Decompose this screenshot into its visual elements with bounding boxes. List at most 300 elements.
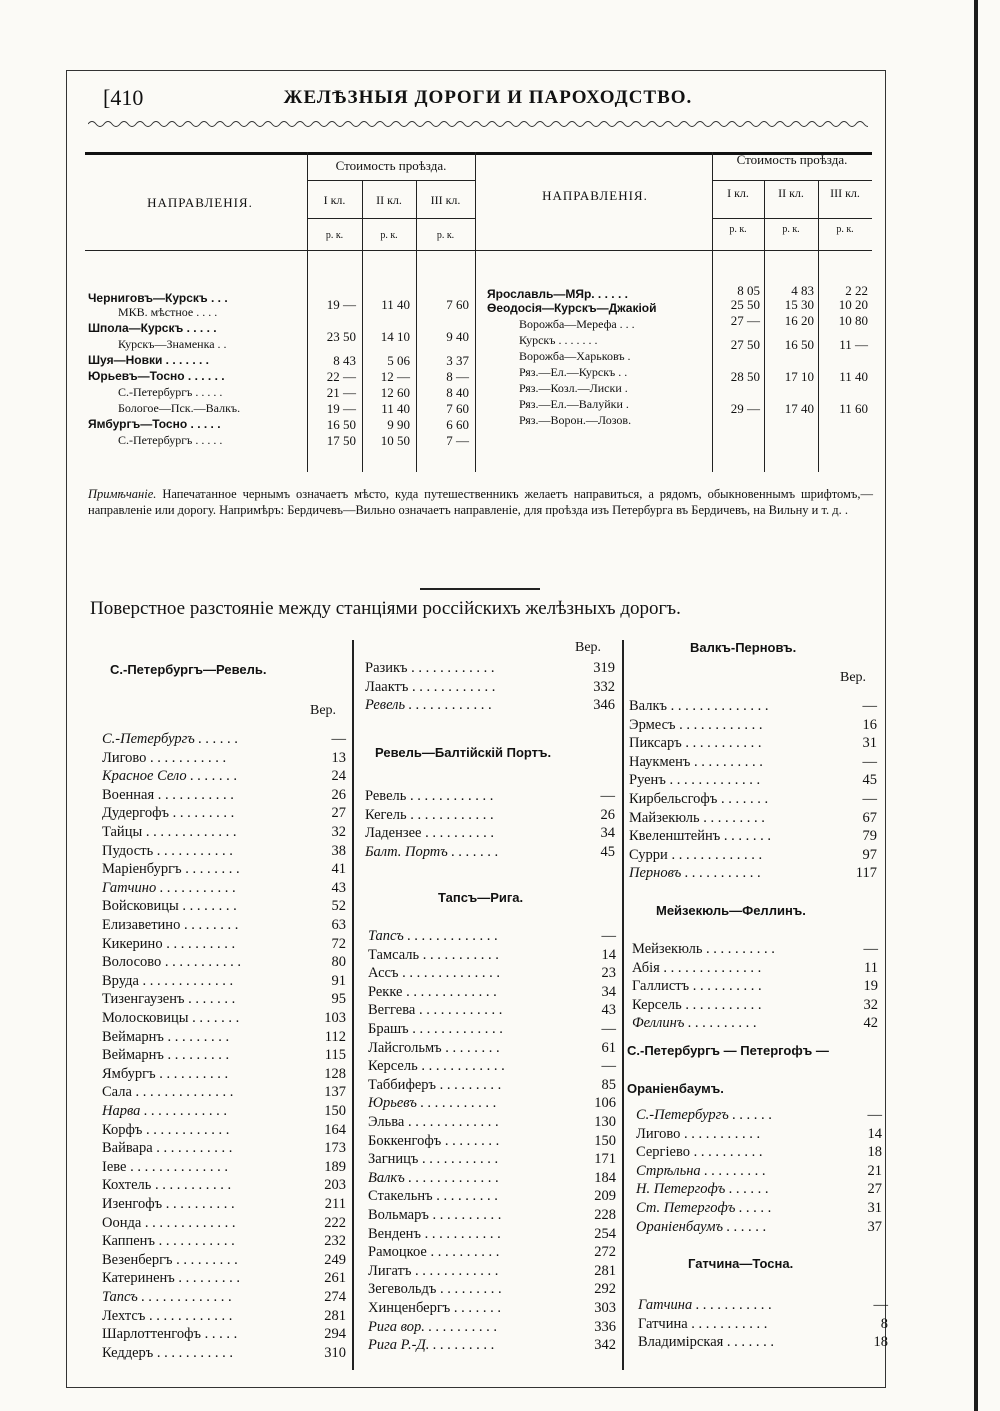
- fare-route-left: Курскъ—Знаменка . .: [118, 337, 227, 351]
- station-row: [636, 1143, 882, 1162]
- station-name: Руенъ . . . . . . . . . . . . .: [629, 772, 761, 789]
- station-row: [629, 790, 877, 809]
- station-verst: 274: [324, 1289, 346, 1305]
- station-row: [632, 1014, 878, 1033]
- station-row: [638, 1315, 888, 1334]
- fare-value: 11 60: [839, 401, 868, 416]
- station-name: Керсель . . . . . . . . . . .: [632, 996, 762, 1013]
- station-verst: 228: [594, 1207, 616, 1223]
- station-name: Сергіево . . . . . . . . . .: [636, 1144, 763, 1161]
- station-row: [368, 1132, 616, 1151]
- station-verst: 63: [331, 917, 346, 933]
- station-verst: 21: [867, 1162, 882, 1179]
- station-name: Кегель . . . . . . . . . . . .: [365, 806, 494, 823]
- station-row: [102, 1102, 346, 1121]
- fare-col-rule: [475, 152, 476, 472]
- fare-value: 17 50: [326, 433, 356, 448]
- station-name: Перновъ . . . . . . . . . . .: [629, 865, 761, 882]
- station-name: Дудергофъ . . . . . . . . .: [102, 805, 235, 822]
- station-verst: 184: [594, 1169, 616, 1186]
- station-verst: 261: [324, 1270, 346, 1287]
- station-row: [365, 843, 615, 862]
- station-row: [632, 977, 878, 996]
- station-row: [368, 1094, 616, 1113]
- fare-value: 27 —: [730, 313, 760, 328]
- station-name: Вольмаръ . . . . . . . . . .: [368, 1207, 502, 1223]
- class-label: I кл.: [727, 186, 749, 200]
- fare-route-left: Бологое—Пск.—Валкъ.: [118, 401, 241, 415]
- fare-value: 23 50: [326, 329, 356, 344]
- station-verst: 281: [324, 1307, 346, 1324]
- fare-value: 21 —: [326, 385, 356, 400]
- station-name: Эрмесъ . . . . . . . . . . . .: [629, 716, 763, 733]
- fare-value: 19 —: [326, 297, 356, 312]
- station-name: Стрѣльна . . . . . . . . .: [636, 1162, 766, 1179]
- station-row: [368, 1206, 616, 1225]
- fare-value: 16 20: [784, 313, 814, 328]
- class-label: III кл.: [430, 193, 461, 207]
- station-row: [102, 860, 346, 879]
- note-text: Напечатанное чернымъ означаетъ мѣсто, куда путешественникъ желаетъ направиться, а рядомъ, обыкновеннымъ шрифтомъ,—направленіе или дорогу. Напримѣръ: Бердичевъ—Вильно означаетъ направленіе, для проѣзда изъ Петербурга въ Бердичевъ, на Вильну и т. д. .: [88, 487, 874, 517]
- class-label: III кл.: [830, 186, 860, 200]
- station-row: [102, 990, 346, 1009]
- section-title: Тапсъ—Рига.: [438, 890, 524, 905]
- station-name: Ямбургъ . . . . . . . . . .: [102, 1065, 229, 1082]
- station-verst: 254: [594, 1225, 616, 1242]
- station-verst: —: [873, 1297, 888, 1313]
- station-verst: 97: [862, 846, 877, 863]
- station-name: Сурри . . . . . . . . . . . . .: [629, 846, 763, 863]
- station-row: [368, 1150, 616, 1169]
- station-verst: 80: [331, 954, 346, 971]
- currency-label: р. к.: [436, 230, 455, 241]
- fare-route-right: Ворожба—Мерефа . . .: [519, 317, 635, 331]
- station-verst: 91: [331, 972, 346, 989]
- station-name: Рекке . . . . . . . . . . . . .: [368, 983, 497, 1000]
- station-name: Таббиферъ . . . . . . . . .: [368, 1076, 502, 1093]
- station-verst: 32: [863, 996, 878, 1013]
- station-row: [368, 964, 616, 983]
- station-row: [102, 972, 346, 991]
- currency-label: р. к.: [380, 230, 398, 241]
- station-row: [102, 842, 346, 861]
- station-name: Тапсъ . . . . . . . . . . . . .: [102, 1289, 233, 1305]
- fare-route-right: Курскъ . . . . . . .: [519, 333, 598, 347]
- station-row: [368, 1113, 616, 1132]
- station-verst: —: [601, 1021, 616, 1037]
- station-name: Іеве . . . . . . . . . . . . . .: [102, 1158, 228, 1175]
- station-name: Нарва . . . . . . . . . . . .: [102, 1103, 228, 1119]
- station-verst: 52: [331, 898, 346, 915]
- fare-value: 15 30: [784, 297, 814, 312]
- station-name: Тапсъ . . . . . . . . . . . . .: [368, 928, 499, 944]
- station-row: [629, 864, 877, 883]
- fare-route-left: Шпола—Курскъ . . . . .: [88, 321, 217, 335]
- fare-value: 25 50: [730, 297, 760, 312]
- station-row: [368, 1336, 616, 1355]
- fare-hrule: [85, 250, 872, 251]
- class-label: II кл.: [778, 186, 804, 200]
- station-row: [368, 1299, 616, 1318]
- station-name: Загницъ . . . . . . . . . . .: [368, 1151, 499, 1168]
- fare-route-left: Ямбургъ—Тосно . . . . .: [88, 417, 221, 431]
- fare-value: 7 —: [446, 433, 469, 448]
- station-name: Войсковицы . . . . . . . .: [102, 898, 237, 915]
- station-verst: 61: [601, 1039, 616, 1056]
- station-name: Валкъ . . . . . . . . . . . . .: [368, 1169, 499, 1186]
- fare-route-right: Ряз.—Козл.—Лиски .: [519, 381, 628, 395]
- station-verst: 23: [601, 965, 616, 982]
- fare-value: 7 60: [446, 297, 469, 312]
- station-verst: 32: [331, 824, 346, 840]
- station-row: [368, 1243, 616, 1262]
- fare-route-right: Ворожба—Харьковъ .: [519, 349, 631, 363]
- page-number: [410: [103, 85, 144, 110]
- station-verst: 281: [594, 1262, 616, 1279]
- fare-route-left: Шуя—Новки . . . . . . .: [88, 353, 210, 367]
- station-verst: 173: [324, 1140, 346, 1157]
- station-name: Ревель . . . . . . . . . . . .: [365, 788, 494, 804]
- station-row: [632, 959, 878, 978]
- station-name: Тайцы . . . . . . . . . . . . .: [102, 824, 237, 840]
- station-name: Веймарнъ . . . . . . . . .: [102, 1028, 230, 1045]
- fare-value: 8 40: [446, 385, 469, 400]
- station-name: Вайвара . . . . . . . . . . .: [102, 1140, 233, 1157]
- section-title: С.-Петербургъ—Ревель.: [110, 662, 267, 677]
- station-verst: 41: [331, 861, 346, 878]
- station-name: Волосово . . . . . . . . . . .: [102, 954, 242, 971]
- station-row: [368, 1280, 616, 1299]
- station-verst: 85: [601, 1076, 616, 1093]
- station-row: [365, 824, 615, 843]
- station-verst: 18: [873, 1334, 888, 1351]
- column-separator: [622, 640, 624, 1370]
- station-name: Рига вор. . . . . . . . . . .: [368, 1318, 498, 1335]
- station-verst: 42: [863, 1015, 878, 1032]
- station-verst: 24: [331, 768, 346, 785]
- station-verst: 14: [867, 1125, 882, 1142]
- station-row: [368, 983, 616, 1002]
- station-verst: —: [601, 1058, 616, 1075]
- station-verst: —: [862, 791, 877, 807]
- station-verst: 79: [862, 828, 877, 845]
- fare-value: 3 37: [446, 353, 469, 368]
- station-row: [629, 827, 877, 846]
- section-separator: [420, 588, 540, 590]
- station-row: [102, 1028, 346, 1047]
- scan-edge: [974, 0, 978, 1411]
- station-name: Лайсгольмъ . . . . . . . .: [368, 1039, 500, 1056]
- fare-value: 16 50: [326, 417, 356, 432]
- station-verst: —: [862, 698, 877, 714]
- station-verst: 130: [594, 1114, 616, 1130]
- station-row: [102, 1307, 346, 1326]
- station-name: Елизаветино . . . . . . . .: [102, 917, 239, 933]
- fare-value: 12 60: [380, 385, 410, 400]
- station-name: Веггева . . . . . . . . . . . .: [368, 1002, 503, 1019]
- station-name: С.-Петербургъ . . . . . .: [102, 731, 239, 747]
- station-row: [368, 1076, 616, 1095]
- station-name: Гатчина . . . . . . . . . . .: [638, 1315, 768, 1332]
- cost-header: Стоимость проѣзда.: [736, 152, 848, 167]
- fare-route-right: Ряз.—Ворон.—Лозов.: [519, 413, 632, 427]
- fare-route-right: Өеодосія—Курскъ—Джакіой: [487, 301, 657, 315]
- station-verst: 72: [331, 935, 346, 952]
- station-verst: 27: [867, 1181, 882, 1198]
- station-row: [632, 996, 878, 1015]
- station-name: Н. Петергофъ . . . . . .: [636, 1181, 769, 1198]
- station-row: [102, 1176, 346, 1195]
- station-verst: 211: [324, 1196, 346, 1212]
- station-verst: 150: [594, 1132, 616, 1149]
- station-verst: —: [331, 731, 346, 747]
- station-row: [102, 916, 346, 935]
- station-verst: 303: [594, 1300, 616, 1316]
- station-verst: 45: [862, 772, 877, 789]
- station-verst: 11: [864, 959, 878, 976]
- station-name: Зегевольдъ . . . . . . . . .: [368, 1281, 502, 1298]
- currency-label: р. к.: [782, 224, 800, 235]
- wavy-rule: [88, 118, 868, 130]
- station-name: Пиксаръ . . . . . . . . . . .: [629, 735, 762, 752]
- running-title: ЖЕЛѢЗНЫЯ ДОРОГИ И ПАРОХОДСТВО.: [283, 87, 693, 108]
- fare-route-right: Ряз.—Ел.—Курскъ . .: [519, 365, 628, 379]
- station-row: [629, 753, 877, 772]
- fare-value: 7 60: [446, 401, 469, 416]
- station-name: Владимірская . . . . . . .: [638, 1334, 775, 1351]
- station-name: Феллинъ . . . . . . . . . .: [632, 1015, 757, 1032]
- section-title: С.-Петербургъ — Петергофъ — Ораніенбаумъ.: [627, 1043, 829, 1096]
- station-row: [102, 1269, 346, 1288]
- station-row: [629, 716, 877, 735]
- station-name: Лигово . . . . . . . . . . .: [636, 1125, 761, 1142]
- station-row: [365, 787, 615, 806]
- station-verst: 106: [594, 1095, 616, 1112]
- station-verst: 34: [600, 825, 615, 842]
- direction-header: НАПРАВЛЕНІЯ.: [147, 195, 253, 210]
- station-verst: 150: [324, 1103, 346, 1119]
- station-verst: 310: [324, 1344, 346, 1361]
- station-row: [368, 1169, 616, 1188]
- station-name: Венденъ . . . . . . . . . . .: [368, 1225, 501, 1242]
- station-verst: 272: [594, 1244, 616, 1261]
- station-name: Рамоцкое . . . . . . . . . .: [368, 1244, 500, 1261]
- station-verst: 336: [594, 1318, 616, 1335]
- fare-value: 17 40: [784, 401, 814, 416]
- fare-hrule: [307, 218, 475, 219]
- station-row: [638, 1296, 888, 1315]
- station-name: Шарлоттенгофъ . . . . .: [102, 1326, 238, 1343]
- station-name: Ладензее . . . . . . . . . .: [365, 825, 494, 842]
- fare-value: 9 40: [446, 329, 469, 344]
- station-row: [632, 940, 878, 959]
- station-row: [102, 1009, 346, 1028]
- station-verst: 292: [594, 1281, 616, 1298]
- station-row: [102, 730, 346, 749]
- station-row: [102, 1232, 346, 1251]
- station-name: Пудость . . . . . . . . . . .: [102, 842, 233, 859]
- station-name: Ст. Петергофъ . . . . .: [636, 1200, 772, 1216]
- unit-label: Вер.: [310, 703, 337, 718]
- station-name: Гатчина . . . . . . . . . . .: [638, 1297, 772, 1313]
- station-verst: 115: [324, 1047, 346, 1064]
- station-row: [102, 935, 346, 954]
- station-name: Балт. Портъ . . . . . . .: [365, 843, 499, 860]
- unit-label: Вер.: [840, 670, 867, 685]
- note-label: Примѣчаніе.: [88, 487, 157, 501]
- station-verst: 19: [863, 978, 878, 995]
- station-row: [365, 678, 615, 697]
- station-name: Гатчино . . . . . . . . . . .: [102, 879, 236, 896]
- station-name: Хинценбергъ . . . . . . .: [368, 1300, 502, 1316]
- station-verst: 249: [324, 1251, 346, 1268]
- station-name: Катериненъ . . . . . . . . .: [102, 1270, 241, 1287]
- station-name: Молосковицы . . . . . . .: [102, 1010, 240, 1026]
- station-name: Валкъ . . . . . . . . . . . . . .: [629, 698, 769, 714]
- station-row: [636, 1180, 882, 1199]
- station-verst: 294: [324, 1326, 346, 1343]
- station-row: [102, 1325, 346, 1344]
- fare-value: 10 50: [380, 433, 410, 448]
- fare-value: 4 83: [791, 283, 814, 298]
- fare-value: 6 60: [446, 417, 469, 432]
- station-row: [365, 659, 615, 678]
- station-verst: 332: [593, 678, 615, 695]
- fare-value: 28 50: [730, 369, 760, 384]
- station-row: [102, 804, 346, 823]
- direction-header: НАПРАВЛЕНІЯ.: [542, 188, 648, 203]
- class-label: I кл.: [323, 193, 346, 207]
- station-row: [638, 1333, 888, 1352]
- section-title: Гатчина—Тосна.: [688, 1256, 794, 1271]
- station-name: Ревель . . . . . . . . . . . .: [365, 697, 493, 714]
- distances-title: Поверстное разстояніе между станціями россійскихъ желѣзныхъ дорогъ.: [90, 598, 681, 619]
- station-verst: 171: [594, 1151, 616, 1168]
- station-verst: 31: [867, 1200, 882, 1216]
- station-row: [102, 1344, 346, 1363]
- station-row: [629, 809, 877, 828]
- cost-header: Стоимость проѣзда.: [335, 158, 447, 173]
- station-verst: 232: [324, 1233, 346, 1250]
- station-verst: 38: [331, 842, 346, 859]
- fare-route-left: МКВ. мѣстное . . . .: [118, 305, 218, 319]
- fare-route-right: Ярославль—МЯр. . . . . .: [487, 287, 628, 301]
- fare-value: 8 —: [446, 369, 469, 384]
- fare-hrule: [712, 218, 872, 219]
- station-name: Маріенбургъ . . . . . . . .: [102, 861, 240, 878]
- station-name: Майзекюль . . . . . . . . .: [629, 809, 765, 826]
- fare-value: 19 —: [326, 401, 356, 416]
- station-verst: 346: [593, 697, 615, 714]
- station-name: Галлистъ . . . . . . . . . .: [632, 978, 762, 995]
- station-verst: —: [867, 1107, 882, 1123]
- station-verst: 95: [331, 991, 346, 1008]
- station-name: Боккенгофъ . . . . . . . .: [368, 1132, 500, 1149]
- station-name: Керсель . . . . . . . . . . . .: [368, 1058, 505, 1075]
- fare-value: 8 05: [737, 283, 760, 298]
- station-name: Лигатъ . . . . . . . . . . . .: [368, 1262, 499, 1279]
- station-name: Квеленштейнъ . . . . . . .: [629, 828, 772, 845]
- station-verst: 203: [324, 1177, 346, 1194]
- fare-value: 11 40: [381, 297, 410, 312]
- station-row: [636, 1162, 882, 1181]
- station-verst: 222: [324, 1214, 346, 1231]
- station-row: [102, 786, 346, 805]
- station-verst: 34: [601, 983, 616, 1000]
- station-name: Вруда . . . . . . . . . . . . .: [102, 972, 234, 989]
- station-row: [102, 1046, 346, 1065]
- station-name: С.-Петербургъ . . . . . .: [636, 1107, 773, 1123]
- station-row: [102, 823, 346, 842]
- station-name: Каппенъ . . . . . . . . . . .: [102, 1233, 235, 1250]
- station-row: [368, 1001, 616, 1020]
- station-verst: 43: [331, 879, 346, 896]
- station-row: [102, 1288, 346, 1307]
- station-row: [368, 1187, 616, 1206]
- section-title: Ревель—Балтійскій Портъ.: [375, 745, 552, 760]
- station-row: [102, 1083, 346, 1102]
- fare-route-left: С.-Петербургъ . . . . .: [118, 385, 223, 399]
- class-label: II кл.: [376, 193, 402, 207]
- station-verst: 342: [594, 1337, 616, 1354]
- station-verst: 319: [593, 660, 615, 676]
- fare-note: [88, 486, 873, 518]
- station-row: [368, 927, 616, 946]
- station-verst: —: [862, 753, 877, 770]
- station-row: [368, 1225, 616, 1244]
- station-name: Мейзекюль . . . . . . . . . .: [632, 941, 775, 957]
- station-name: Изенгофъ . . . . . . . . . .: [102, 1196, 235, 1212]
- fare-value: 11 40: [381, 401, 410, 416]
- station-name: Лехтсъ . . . . . . . . . . . .: [102, 1307, 233, 1324]
- station-verst: 31: [862, 735, 877, 752]
- station-name: Сала . . . . . . . . . . . . . .: [102, 1084, 234, 1101]
- station-row: [102, 879, 346, 898]
- station-row: [365, 806, 615, 825]
- section-title: Валкъ-Перновъ.: [690, 640, 797, 655]
- fare-value: 10 80: [838, 313, 868, 328]
- station-name: Лаактъ . . . . . . . . . . . .: [365, 678, 496, 695]
- fare-hrule: [712, 180, 872, 181]
- section-title: Мейзекюль—Феллинъ.: [656, 903, 806, 918]
- station-name: Ассъ . . . . . . . . . . . . . .: [368, 965, 500, 982]
- station-verst: —: [863, 941, 878, 957]
- fare-value: 12 —: [380, 369, 410, 384]
- station-row: [629, 771, 877, 790]
- station-name: Красное Село . . . . . . .: [102, 768, 238, 785]
- station-verst: 45: [600, 843, 615, 860]
- fare-route-left: Юрьевъ—Тосно . . . . . .: [88, 369, 225, 383]
- fare-value: 22 —: [326, 369, 356, 384]
- station-name: Оонда . . . . . . . . . . . . .: [102, 1214, 236, 1231]
- station-name: Абія . . . . . . . . . . . . . .: [632, 959, 762, 976]
- station-row: [102, 1158, 346, 1177]
- station-row: [102, 1139, 346, 1158]
- station-row: [102, 1121, 346, 1140]
- station-name: Кикерино . . . . . . . . . .: [102, 935, 236, 952]
- station-verst: 117: [855, 865, 877, 882]
- station-row: [102, 749, 346, 768]
- station-row: [636, 1199, 882, 1218]
- currency-label: р. к.: [729, 224, 747, 235]
- station-name: Кеддеръ . . . . . . . . . . .: [102, 1344, 234, 1361]
- fare-value: 17 10: [784, 369, 814, 384]
- station-row: [629, 846, 877, 865]
- station-name: Тамсаль . . . . . . . . . . .: [368, 946, 499, 963]
- fare-value: 16 50: [784, 337, 814, 352]
- fare-value: 2 22: [845, 283, 868, 298]
- station-row: [368, 1262, 616, 1281]
